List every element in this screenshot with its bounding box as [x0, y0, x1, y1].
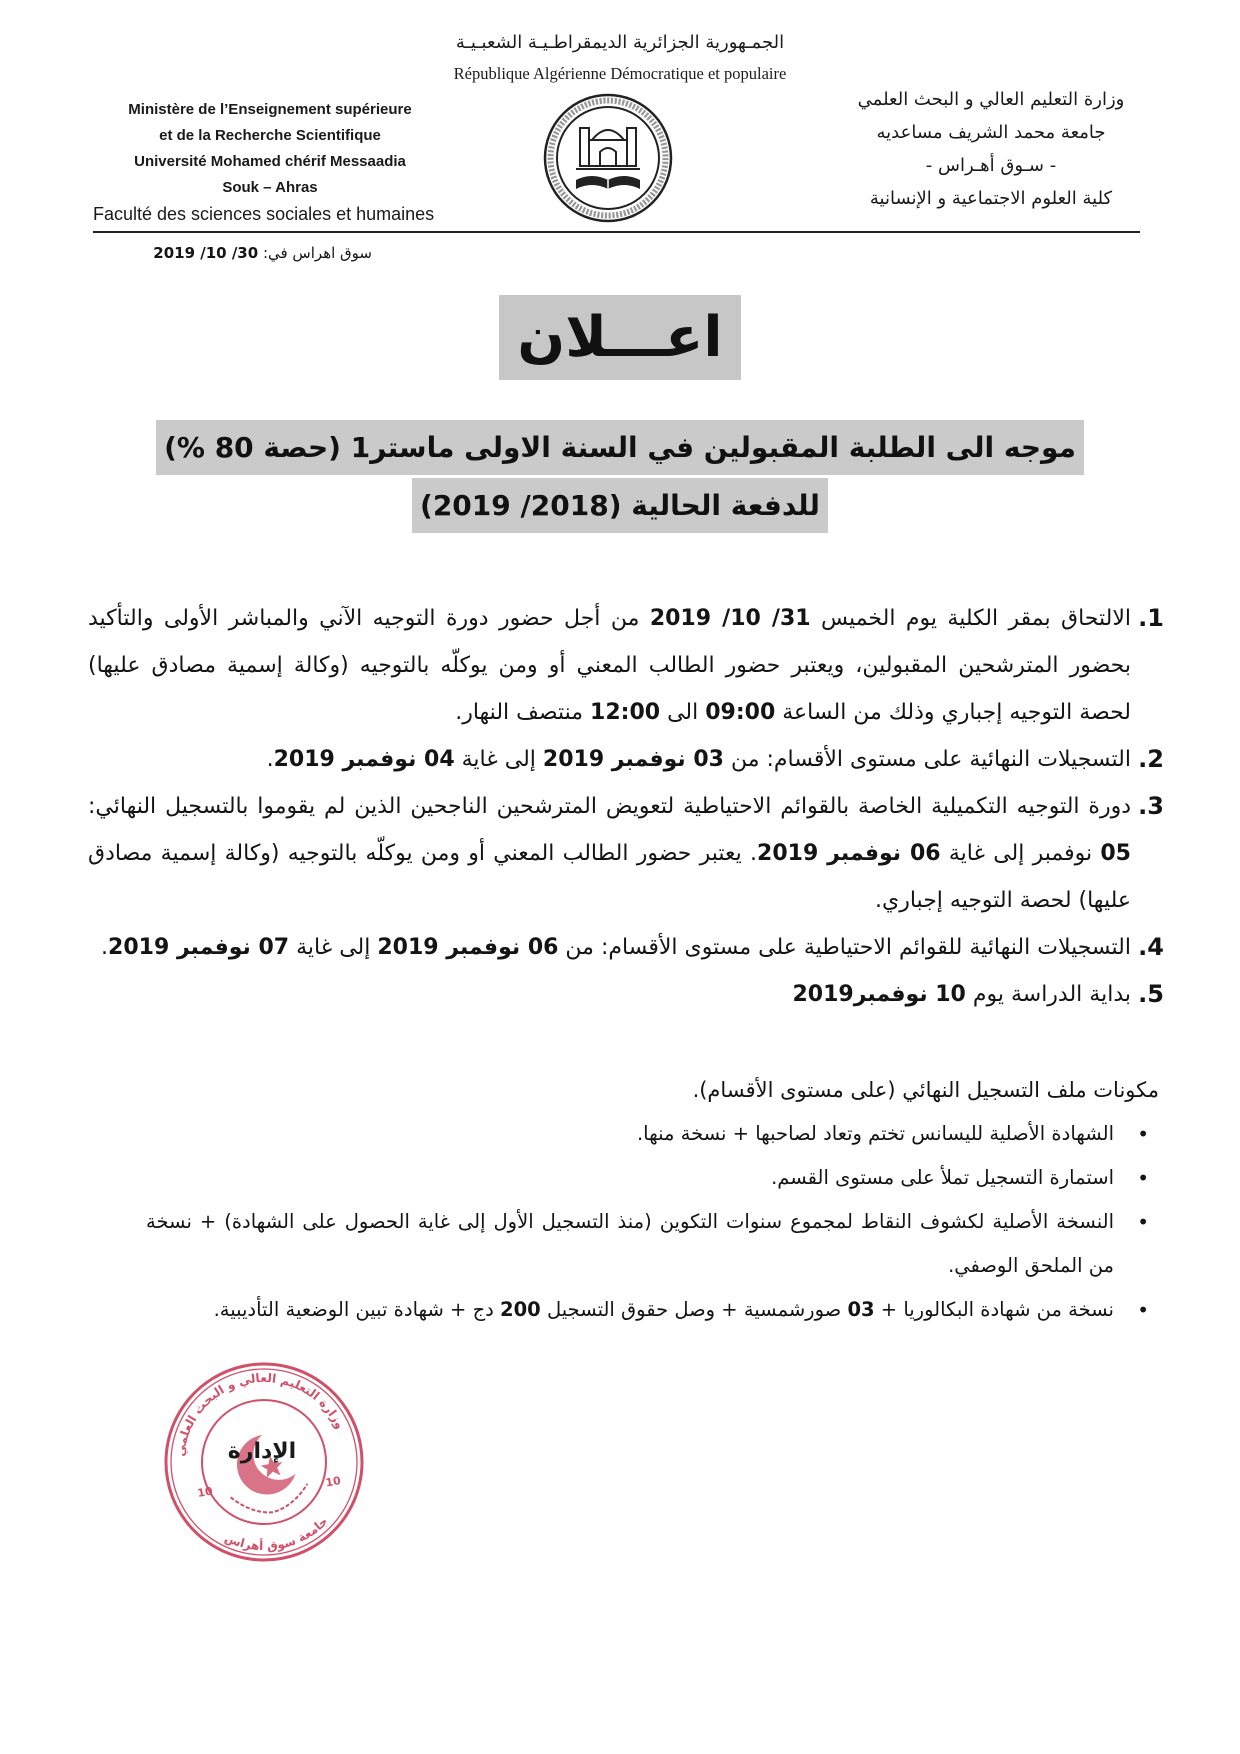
- date-run: 07 نوفمبر 2019: [108, 935, 290, 960]
- date-run: 31/ 10/ 2019: [649, 606, 811, 631]
- institution-block-arabic: [826, 83, 1156, 215]
- date-line: [120, 241, 372, 265]
- text-run: استمارة التسجيل تملأ على مستوى القسم.: [771, 1166, 1114, 1189]
- bullet-item: [146, 1156, 1164, 1200]
- item-number: 4.: [1138, 933, 1164, 961]
- date-run: 06 نوفمبر 2019: [757, 841, 941, 866]
- time-run: 12:00: [590, 700, 661, 725]
- list-item: [88, 736, 1164, 783]
- subtitle-line-1: موجه الى الطلبة المقبولين في السنة الاولى ماستر1 (حصة 80 %): [156, 420, 1084, 475]
- text-run: نسخة من شهادة البكالوريا +: [874, 1298, 1114, 1321]
- announcement-body: [88, 595, 1164, 1332]
- title-wrapper: [0, 295, 1240, 380]
- date-run: 04 نوفمبر 2019: [273, 747, 455, 772]
- text-run: دج + شهادة تبين الوضعية التأديبية.: [213, 1298, 501, 1321]
- ministry-name-ar: وزارة التعليم العالي و البحث العلمي: [857, 89, 1125, 110]
- faculty-name-fr: Faculté des sciences sociales et humaines: [93, 204, 435, 224]
- text-run: الى: [660, 700, 706, 725]
- ministry-name-fr: Ministère de l’Enseignement supérieure: [128, 101, 412, 118]
- components-heading: مكونات ملف التسجيل النهائي (على مستوى الأقسام).: [692, 1078, 1159, 1102]
- bullet-icon: •: [1137, 1122, 1149, 1146]
- date-run: 05: [1100, 841, 1131, 866]
- date-run: 10 نوفمبر2019: [792, 982, 966, 1007]
- date-value: 30/ 10/ 2019: [153, 244, 259, 262]
- city-name-ar: - سـوق أهـراس -: [925, 155, 1057, 176]
- text-run: بداية الدراسة يوم: [965, 982, 1131, 1007]
- bullet-item: [146, 1200, 1164, 1288]
- stamp-top-text-path: وزارة التعليم العالي و البحث العلمي: [173, 1370, 348, 1458]
- university-logo: [540, 90, 676, 226]
- bullet-item: [146, 1288, 1164, 1332]
- subtitle-wrapper: [0, 420, 1240, 536]
- page-title: اعـــلان: [499, 295, 740, 380]
- text-run: نوفمبر إلى غاية: [940, 841, 1101, 866]
- republic-title-french: République Algérienne Démocratique et populaire: [453, 64, 787, 83]
- text-run: منتصف النهار.: [455, 700, 591, 725]
- item-text: [88, 783, 1131, 924]
- item-text: [88, 595, 1131, 736]
- list-item: [88, 971, 1164, 1018]
- text-run: صورشمسية + وصل حقوق التسجيل: [540, 1298, 848, 1321]
- university-name-fr: Université Mohamed chérif Messaadia: [134, 153, 406, 170]
- text-run: التسجيلات النهائية على مستوى الأقسام: من: [723, 747, 1131, 772]
- text-run: دورة التوجيه التكميلية الخاصة بالقوائم الاحتياطية لتعويض المترشحين الناجحين الذين لم يقوموا بالتسجيل النهائي:: [88, 794, 1131, 819]
- item-number: 2.: [1138, 745, 1164, 773]
- header-divider: [93, 231, 1140, 233]
- text-run: . يعتبر حضور الطالب المعني أو ومن يوكلّه بالتوجيه (وكالة إسمية مصادق عليها) لحصة التوجيه إجباري.: [88, 841, 1131, 913]
- subtitle-line-2: للدفعة الحالية (2018/ 2019): [412, 478, 828, 533]
- bullet-icon: •: [1137, 1298, 1149, 1322]
- date-run: 03 نوفمبر 2019: [542, 747, 724, 772]
- institution-block-french: [88, 97, 452, 227]
- list-item: [88, 924, 1164, 971]
- time-run: 09:00: [705, 700, 776, 725]
- item-text: [88, 971, 1131, 1018]
- text-run: التسجيلات النهائية للقوائم الاحتياطية على مستوى الأقسام: من: [558, 935, 1131, 960]
- registration-file-components: [146, 1068, 1164, 1332]
- text-run: إلى غاية: [289, 935, 378, 960]
- date-label: سوق اهراس في:: [258, 244, 372, 262]
- bullet-icon: •: [1137, 1166, 1149, 1190]
- item-number: 1.: [1138, 604, 1164, 632]
- text-run: .: [266, 747, 274, 772]
- republic-title-arabic: الجمـهورية الجزائرية الديمقراطـيـة الشعبـيـة: [455, 32, 785, 53]
- stamp-bottom-text: [221, 1513, 334, 1562]
- number-run: 03: [847, 1298, 875, 1321]
- ministry-name-fr-cont: et de la Recherche Scientifique: [159, 127, 381, 144]
- text-run: الشهادة الأصلية لليسانس تختم وتعاد لصاحبها + نسخة منها.: [636, 1122, 1114, 1145]
- item-number: 3.: [1138, 792, 1164, 820]
- text-run: .: [101, 935, 109, 960]
- stamp-bottom-text-path: جامعة سوق أهراس: [222, 1514, 331, 1554]
- university-name-ar: جامعة محمد الشريف مساعديه: [876, 122, 1106, 143]
- stamp-number: 10: [196, 1484, 214, 1500]
- text-run: النسخة الأصلية لكشوف النقاط لمجموع سنوات التكوين (منذ التسجيل الأول إلى غاية الحصول على الشهادة) + نسخة من الملحق الوصفي.: [146, 1210, 1114, 1277]
- administration-signature: الإدارة: [227, 1439, 297, 1464]
- number-run: 200: [500, 1298, 541, 1321]
- bullet-icon: •: [1137, 1210, 1149, 1234]
- stamp-number: 10: [324, 1474, 342, 1490]
- date-run: 06 نوفمبر 2019: [377, 935, 559, 960]
- city-name-fr: Souk – Ahras: [222, 179, 318, 196]
- logo-outer-ring: [545, 95, 671, 221]
- list-item: [88, 783, 1164, 924]
- text-run: الالتحاق بمقر الكلية يوم الخميس: [810, 606, 1132, 631]
- list-item: [88, 595, 1164, 736]
- text-run: إلى غاية: [454, 747, 543, 772]
- text-run: من أجل حضور دورة التوجيه الآني والمباشر الأولى والتأكيد بحضور المترشحين المقبولين، ويعتبر حضور الطالب المعني أو ومن يوكلّه بالتوجيه (وكالة إسمية مصادق عليها) لحصة التوجيه إجباري وذلك من الساعة: [88, 606, 1131, 725]
- item-number: 5.: [1138, 980, 1164, 1008]
- item-text: [88, 924, 1131, 971]
- faculty-name-ar: كلية العلوم الاجتماعية و الإنسانية: [869, 188, 1113, 209]
- item-text: [88, 736, 1131, 783]
- bullet-item: [146, 1112, 1164, 1156]
